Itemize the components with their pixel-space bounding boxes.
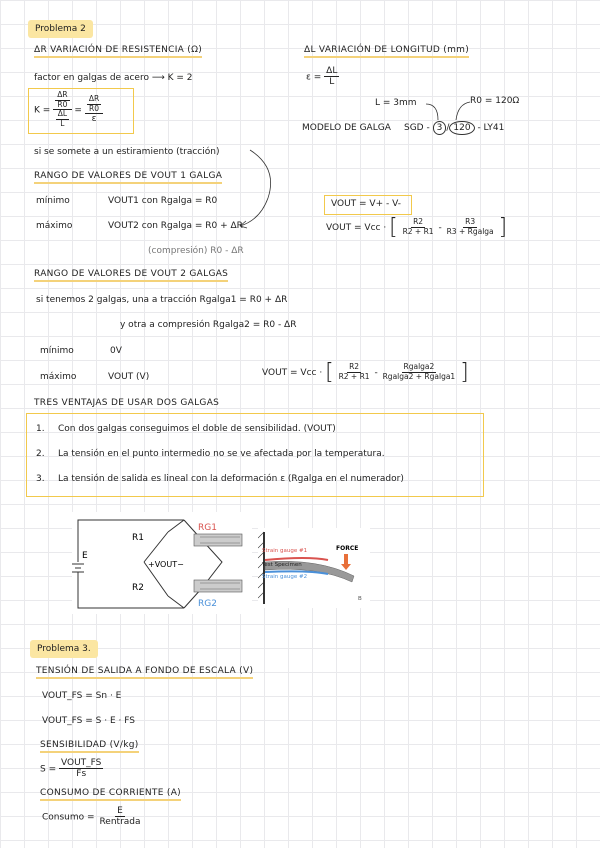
fig-r1-label: R1 bbox=[132, 533, 144, 543]
min2-value: 0V bbox=[110, 346, 122, 356]
s-num: VOUT_FS bbox=[61, 758, 102, 768]
two-gauges-text2: y otra a compresión Rgalga2 = R0 - ΔR bbox=[120, 320, 297, 330]
factor-text: factor en galgas de acero ⟶ K = 2 bbox=[34, 73, 193, 83]
k-den bbox=[54, 110, 71, 128]
min-vout: VOUT1 con Rgalga = R0 bbox=[108, 196, 218, 206]
k-right-den: ε bbox=[91, 114, 97, 125]
model-code-suffix: - LY41 bbox=[477, 123, 505, 133]
fig-b-label: B bbox=[358, 596, 362, 602]
max-vout: VOUT2 con Rgalga = R0 + ΔR bbox=[108, 221, 243, 231]
heading-fs-voltage: TENSIÓN DE SALIDA A FONDO DE ESCALA (V) bbox=[36, 666, 253, 679]
heading-resistance-variation: ΔR VARIACIÓN DE RESISTENCIA (Ω) bbox=[34, 45, 202, 58]
r0-note: R0 = 120Ω bbox=[470, 96, 520, 106]
model-code-120-circled: 120 bbox=[449, 121, 474, 135]
k-right-num bbox=[85, 95, 103, 114]
fig-specimen-label: Test Specimen bbox=[262, 562, 302, 568]
vout2-lhs: VOUT = Vcc · bbox=[262, 368, 323, 378]
epsilon-formula bbox=[306, 66, 339, 88]
vout-formula-one bbox=[326, 215, 507, 240]
min-label: mínimo bbox=[36, 196, 70, 206]
consumo-label: Consumo = bbox=[42, 812, 95, 823]
bracket-close: ] bbox=[498, 215, 508, 240]
epsilon-label: ε = bbox=[306, 72, 322, 83]
bracket2-close: ] bbox=[460, 360, 469, 385]
fig-r2-label: R2 bbox=[132, 583, 144, 593]
g-minus: - bbox=[374, 368, 378, 378]
g1-num: R2 bbox=[349, 362, 360, 372]
advantage-1-text: Con dos galgas conseguimos el doble de sensibilidad. (VOUT) bbox=[58, 424, 336, 434]
f1-num: R2 bbox=[413, 217, 424, 227]
model-code-3-circled: 3 bbox=[433, 121, 447, 135]
advantage-1-num: 1. bbox=[36, 424, 45, 434]
k-equals: = bbox=[74, 105, 82, 116]
min2-label: mínimo bbox=[40, 346, 74, 356]
cantilever-figure bbox=[258, 528, 370, 608]
f-minus: - bbox=[438, 223, 442, 233]
fig-vout-label: +VOUT− bbox=[148, 560, 184, 569]
g1-den: R2 + R1 bbox=[338, 372, 370, 381]
epsilon-den: L bbox=[329, 77, 335, 88]
epsilon-fraction bbox=[324, 66, 339, 88]
k-num bbox=[53, 91, 71, 110]
f2-num: R3 bbox=[465, 217, 476, 227]
vout-formula-lhs: VOUT = Vcc · bbox=[326, 223, 387, 233]
k-den-bot: L bbox=[60, 118, 65, 128]
s-label: S = bbox=[40, 764, 57, 775]
model-code-sep: / bbox=[446, 123, 450, 133]
k-num-bot: R0 bbox=[57, 99, 68, 109]
heading-sensitivity: SENSIBILIDAD (V/kg) bbox=[40, 740, 139, 753]
bridge-circuit-figure bbox=[72, 512, 252, 614]
compression-note: (compresión) R0 - ΔR bbox=[148, 246, 244, 256]
fig-rg2-label: RG2 bbox=[198, 599, 217, 609]
model-code-prefix: SGD - bbox=[404, 123, 430, 133]
fig-strain2-label: Strain gauge #2 bbox=[262, 574, 308, 580]
heading-length-variation: ΔL VARIACIÓN DE LONGITUD (mm) bbox=[304, 45, 469, 58]
advantage-2-num: 2. bbox=[36, 449, 45, 459]
advantage-3-text: La tensión de salida es lineal con la deformación ε (Rgalga en el numerador) bbox=[58, 474, 404, 484]
vout-def: VOUT = V+ - V- bbox=[331, 199, 401, 209]
advantage-2-text: La tensión en el punto intermedio no se ve afectada por la temperatura. bbox=[58, 449, 385, 459]
f2-den: R3 + Rgalga bbox=[446, 227, 494, 236]
k-formula bbox=[34, 91, 103, 129]
heading-range-one-gauge: RANGO DE VALORES DE VOUT 1 GALGA bbox=[34, 171, 222, 184]
fig-rg1-label: RG1 bbox=[198, 523, 217, 533]
model-code bbox=[404, 121, 504, 135]
heading-range-two-gauges: RANGO DE VALORES DE VOUT 2 GALGAS bbox=[34, 269, 228, 282]
curved-arrow bbox=[230, 148, 280, 230]
problem2-badge: Problema 2 bbox=[28, 20, 93, 38]
model-label: MODELO DE GALGA bbox=[302, 123, 391, 133]
sensitivity-formula bbox=[40, 758, 103, 780]
max-label: máximo bbox=[36, 221, 73, 231]
max2-label: máximo bbox=[40, 372, 77, 382]
vout-formula-two bbox=[262, 360, 469, 385]
f1-den: R2 + R1 bbox=[402, 227, 434, 236]
epsilon-num: ΔL bbox=[326, 66, 338, 76]
bracket-open: [ bbox=[389, 215, 398, 240]
consumo-num: E bbox=[117, 806, 123, 816]
k-right-mid: R0 bbox=[89, 103, 99, 113]
problem3-badge: Problema 3. bbox=[30, 640, 98, 658]
bracket2-open: [ bbox=[325, 360, 334, 385]
s-den: Fs bbox=[76, 769, 87, 780]
g2-num: Rgalga2 bbox=[403, 362, 435, 372]
fig-strain1-label: Strain gauge #1 bbox=[262, 548, 308, 554]
fig-e-label: E bbox=[82, 551, 88, 561]
k-num-top: ΔR bbox=[57, 90, 68, 99]
k-den-top: ΔL bbox=[57, 109, 68, 119]
g2-den: Rgalga2 + Rgalga1 bbox=[382, 372, 456, 381]
fig-force-label: FORCE bbox=[336, 545, 359, 552]
heading-advantages: TRES VENTAJAS DE USAR DOS GALGAS bbox=[34, 398, 220, 408]
k-main-fraction bbox=[53, 91, 71, 129]
fs-eq2: VOUT_FS = S · E · FS bbox=[42, 716, 135, 726]
l-note: L = 3mm bbox=[375, 98, 417, 108]
k-right-fraction bbox=[85, 95, 103, 125]
max2-value: VOUT (V) bbox=[108, 372, 150, 382]
k-right-top: ΔR bbox=[88, 93, 100, 103]
k-label: K = bbox=[34, 105, 51, 116]
consumo-den: Rentrada bbox=[99, 817, 141, 828]
stretch-note: si se somete a un estiramiento (tracción) bbox=[34, 147, 220, 157]
consumo-formula bbox=[42, 806, 143, 828]
heading-current: CONSUMO DE CORRIENTE (A) bbox=[40, 788, 181, 801]
fs-eq1: VOUT_FS = Sn · E bbox=[42, 691, 122, 701]
two-gauges-text: si tenemos 2 galgas, una a tracción Rgalga1 = R0 + ΔR bbox=[36, 295, 288, 305]
advantage-3-num: 3. bbox=[36, 474, 45, 484]
